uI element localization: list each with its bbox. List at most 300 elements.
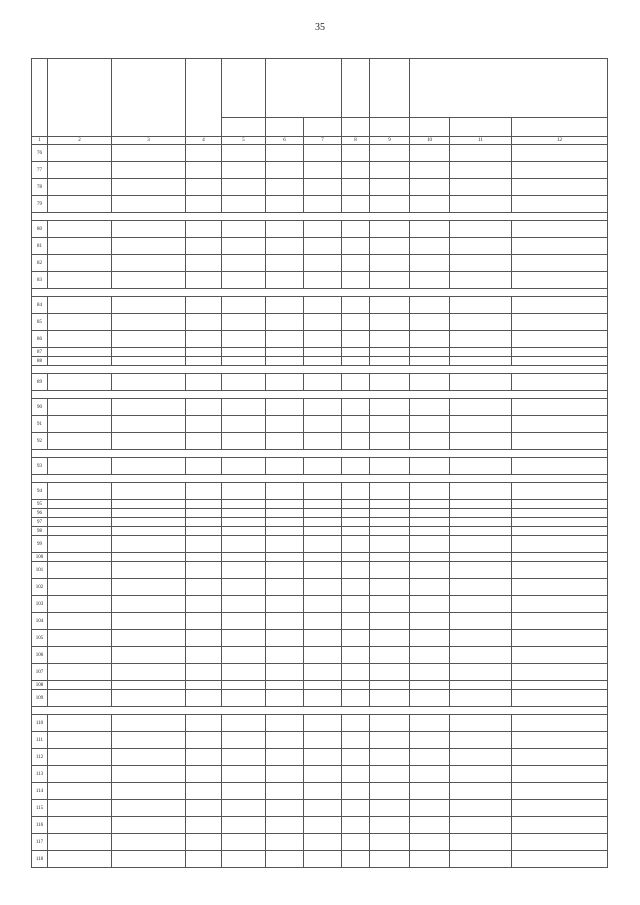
row-number: 115 — [32, 800, 48, 817]
section-row — [32, 289, 608, 297]
table-cell — [186, 647, 222, 664]
table-cell — [112, 518, 186, 527]
table-cell — [222, 690, 266, 707]
table-cell — [370, 681, 410, 690]
row-number: 85 — [32, 314, 48, 331]
row-number: 97 — [32, 518, 48, 527]
row-number: 113 — [32, 766, 48, 783]
table-cell — [112, 179, 186, 196]
table-cell — [266, 800, 304, 817]
table-cell — [266, 238, 304, 255]
table-cell — [112, 579, 186, 596]
table-cell — [304, 562, 342, 579]
table-cell — [186, 766, 222, 783]
table-cell — [186, 664, 222, 681]
table-cell — [112, 527, 186, 536]
table-cell — [48, 314, 112, 331]
table-row — [32, 145, 608, 162]
row-number: 112 — [32, 749, 48, 766]
row-number: 107 — [32, 664, 48, 681]
table-cell — [186, 374, 222, 391]
table-cell — [222, 297, 266, 314]
table-cell — [304, 518, 342, 527]
table-cell — [370, 817, 410, 834]
page-number: 35 — [315, 22, 325, 33]
table-cell — [342, 664, 370, 681]
table-cell — [342, 483, 370, 500]
table-cell — [410, 817, 450, 834]
table-cell — [222, 527, 266, 536]
table-cell — [112, 162, 186, 179]
table-cell — [512, 179, 608, 196]
table-cell — [512, 851, 608, 868]
table-cell — [342, 162, 370, 179]
row-number: 76 — [32, 145, 48, 162]
table-cell — [222, 399, 266, 416]
table-cell — [112, 314, 186, 331]
table-cell — [222, 509, 266, 518]
table-cell — [266, 314, 304, 331]
table-cell — [450, 272, 512, 289]
row-number: 94 — [32, 483, 48, 500]
table-cell — [112, 834, 186, 851]
table-cell — [370, 297, 410, 314]
table-cell — [186, 399, 222, 416]
table-cell — [266, 145, 304, 162]
table-cell — [450, 357, 512, 366]
table-cell — [48, 732, 112, 749]
table-cell — [512, 613, 608, 630]
table-cell — [450, 509, 512, 518]
table-cell — [266, 715, 304, 732]
table-cell — [304, 238, 342, 255]
table-cell — [112, 221, 186, 238]
row-number: 80 — [32, 221, 48, 238]
table-cell — [410, 749, 450, 766]
table-cell — [266, 458, 304, 475]
table-cell — [450, 348, 512, 357]
table-cell — [342, 297, 370, 314]
table-row — [32, 732, 608, 749]
table-cell — [186, 562, 222, 579]
table-cell — [266, 433, 304, 450]
table-cell — [370, 715, 410, 732]
table-cell — [222, 179, 266, 196]
table-row — [32, 613, 608, 630]
table-cell — [112, 500, 186, 509]
table-cell — [450, 314, 512, 331]
table-row — [32, 272, 608, 289]
row-number: 100 — [32, 553, 48, 562]
table-cell — [512, 553, 608, 562]
table-row — [32, 647, 608, 664]
table-cell — [450, 749, 512, 766]
table-cell — [266, 613, 304, 630]
table-cell — [410, 536, 450, 553]
table-cell — [186, 800, 222, 817]
table-cell — [512, 145, 608, 162]
table-cell — [48, 433, 112, 450]
table-cell — [186, 196, 222, 213]
table-cell — [186, 536, 222, 553]
table-cell — [342, 458, 370, 475]
table-cell — [222, 196, 266, 213]
table-cell — [410, 348, 450, 357]
table-cell — [48, 749, 112, 766]
row-number: 82 — [32, 255, 48, 272]
table-cell — [342, 553, 370, 562]
table-cell — [450, 800, 512, 817]
table-cell — [512, 647, 608, 664]
table-cell — [48, 162, 112, 179]
table-cell — [450, 766, 512, 783]
table-cell — [304, 690, 342, 707]
table-cell — [304, 536, 342, 553]
table-cell — [222, 331, 266, 348]
table-cell — [450, 851, 512, 868]
table-cell — [370, 509, 410, 518]
table-cell — [112, 749, 186, 766]
table-cell — [450, 783, 512, 800]
table-cell — [112, 348, 186, 357]
table-cell — [342, 715, 370, 732]
table-cell — [48, 681, 112, 690]
table-cell — [304, 553, 342, 562]
table-cell — [370, 162, 410, 179]
table-cell — [410, 766, 450, 783]
table-cell — [186, 272, 222, 289]
table-cell — [512, 196, 608, 213]
row-number: 90 — [32, 399, 48, 416]
table-cell — [512, 433, 608, 450]
table-cell — [222, 314, 266, 331]
row-number: 87 — [32, 348, 48, 357]
table-row — [32, 527, 608, 536]
table-cell — [112, 357, 186, 366]
table-cell — [266, 221, 304, 238]
table-cell — [48, 331, 112, 348]
table-cell — [370, 348, 410, 357]
table-cell — [48, 458, 112, 475]
table-cell — [450, 374, 512, 391]
table-cell — [266, 416, 304, 433]
table-cell — [304, 527, 342, 536]
table-cell — [112, 433, 186, 450]
table-cell — [112, 297, 186, 314]
table-cell — [222, 357, 266, 366]
row-number: 101 — [32, 562, 48, 579]
table-cell — [370, 483, 410, 500]
row-number: 86 — [32, 331, 48, 348]
table-cell — [186, 162, 222, 179]
table-cell — [512, 681, 608, 690]
table-cell — [450, 536, 512, 553]
table-row — [32, 416, 608, 433]
table-cell — [342, 630, 370, 647]
table-cell — [342, 374, 370, 391]
header-cell — [222, 59, 266, 118]
column-number: 5 — [222, 137, 266, 145]
table-row — [32, 766, 608, 783]
table-cell — [48, 562, 112, 579]
table-cell — [186, 433, 222, 450]
section-title — [32, 707, 608, 715]
table-cell — [370, 647, 410, 664]
table-cell — [222, 272, 266, 289]
header-cell — [410, 59, 608, 118]
table-cell — [48, 518, 112, 527]
table-cell — [512, 690, 608, 707]
row-number: 83 — [32, 272, 48, 289]
table-cell — [450, 732, 512, 749]
table-cell — [304, 221, 342, 238]
table-cell — [112, 238, 186, 255]
table-cell — [112, 630, 186, 647]
table-cell — [266, 255, 304, 272]
table-cell — [304, 715, 342, 732]
table-cell — [48, 272, 112, 289]
table-cell — [304, 647, 342, 664]
table-cell — [342, 527, 370, 536]
table-cell — [304, 255, 342, 272]
table-cell — [512, 162, 608, 179]
table-row — [32, 458, 608, 475]
table-cell — [48, 357, 112, 366]
table-cell — [266, 297, 304, 314]
housing-registry-table — [31, 58, 608, 868]
table-row — [32, 630, 608, 647]
table-cell — [370, 749, 410, 766]
table-cell — [112, 681, 186, 690]
table-cell — [112, 732, 186, 749]
table-cell — [266, 749, 304, 766]
table-cell — [370, 553, 410, 562]
table-cell — [186, 579, 222, 596]
row-number: 116 — [32, 817, 48, 834]
table-row — [32, 536, 608, 553]
table-row — [32, 483, 608, 500]
table-cell — [342, 272, 370, 289]
table-cell — [186, 527, 222, 536]
table-cell — [410, 196, 450, 213]
table-cell — [512, 518, 608, 527]
table-cell — [370, 783, 410, 800]
table-cell — [342, 518, 370, 527]
table-cell — [266, 500, 304, 509]
table-cell — [48, 500, 112, 509]
table-cell — [186, 596, 222, 613]
row-number: 109 — [32, 690, 48, 707]
section-title — [32, 475, 608, 483]
table-cell — [266, 162, 304, 179]
table-cell — [410, 272, 450, 289]
table-cell — [304, 834, 342, 851]
table-cell — [370, 458, 410, 475]
table-cell — [410, 664, 450, 681]
table-cell — [342, 238, 370, 255]
table-cell — [342, 221, 370, 238]
table-cell — [370, 314, 410, 331]
table-cell — [266, 647, 304, 664]
table-cell — [222, 749, 266, 766]
table-row — [32, 749, 608, 766]
section-row — [32, 391, 608, 399]
table-cell — [370, 145, 410, 162]
table-cell — [342, 562, 370, 579]
table-row — [32, 681, 608, 690]
header-cell — [304, 118, 342, 137]
table-cell — [266, 553, 304, 562]
table-cell — [112, 715, 186, 732]
table-cell — [186, 179, 222, 196]
table-row — [32, 297, 608, 314]
table-cell — [222, 562, 266, 579]
table-row — [32, 664, 608, 681]
table-cell — [112, 536, 186, 553]
header-cell — [112, 59, 186, 137]
row-number: 93 — [32, 458, 48, 475]
table-row — [32, 834, 608, 851]
table-cell — [410, 579, 450, 596]
table-cell — [450, 834, 512, 851]
table-cell — [410, 255, 450, 272]
table-cell — [450, 196, 512, 213]
table-cell — [304, 732, 342, 749]
table-cell — [48, 851, 112, 868]
table-cell — [410, 357, 450, 366]
table-cell — [112, 553, 186, 562]
table-cell — [450, 483, 512, 500]
table-cell — [342, 348, 370, 357]
row-number: 114 — [32, 783, 48, 800]
table-cell — [410, 613, 450, 630]
table-cell — [450, 145, 512, 162]
table-cell — [370, 500, 410, 509]
table-cell — [512, 817, 608, 834]
table-cell — [186, 518, 222, 527]
column-number: 12 — [512, 137, 608, 145]
table-cell — [370, 433, 410, 450]
table-cell — [266, 732, 304, 749]
table-cell — [266, 509, 304, 518]
table-cell — [450, 579, 512, 596]
table-cell — [266, 596, 304, 613]
table-cell — [186, 255, 222, 272]
section-row — [32, 707, 608, 715]
table-cell — [370, 357, 410, 366]
table-cell — [370, 596, 410, 613]
table-cell — [450, 630, 512, 647]
table-cell — [410, 162, 450, 179]
table-cell — [342, 416, 370, 433]
table-cell — [186, 145, 222, 162]
table-cell — [450, 255, 512, 272]
header-cell — [222, 118, 266, 137]
table-cell — [222, 817, 266, 834]
row-number: 104 — [32, 613, 48, 630]
row-number: 88 — [32, 357, 48, 366]
table-cell — [410, 399, 450, 416]
table-cell — [304, 272, 342, 289]
table-cell — [410, 179, 450, 196]
table-cell — [410, 834, 450, 851]
table-cell — [304, 749, 342, 766]
table-cell — [410, 681, 450, 690]
table-cell — [512, 783, 608, 800]
table-cell — [48, 238, 112, 255]
table-cell — [370, 664, 410, 681]
table-cell — [112, 766, 186, 783]
table-cell — [266, 690, 304, 707]
row-number: 102 — [32, 579, 48, 596]
header-cell — [342, 59, 370, 118]
table-cell — [186, 483, 222, 500]
table-cell — [450, 500, 512, 509]
table-cell — [266, 562, 304, 579]
table-cell — [342, 647, 370, 664]
header-cell — [48, 59, 112, 137]
table-cell — [410, 732, 450, 749]
table-cell — [304, 458, 342, 475]
table-row — [32, 509, 608, 518]
table-cell — [410, 647, 450, 664]
table-cell — [266, 851, 304, 868]
section-title — [32, 366, 608, 374]
table-row — [32, 500, 608, 509]
table-cell — [48, 715, 112, 732]
table-cell — [48, 596, 112, 613]
table-cell — [222, 579, 266, 596]
table-cell — [370, 374, 410, 391]
column-number: 3 — [112, 137, 186, 145]
row-number: 78 — [32, 179, 48, 196]
table-cell — [112, 613, 186, 630]
table-row — [32, 562, 608, 579]
table-cell — [304, 196, 342, 213]
table-cell — [342, 579, 370, 596]
table-cell — [410, 630, 450, 647]
table-row — [32, 196, 608, 213]
table-cell — [410, 221, 450, 238]
table-cell — [450, 238, 512, 255]
table-cell — [370, 579, 410, 596]
table-cell — [112, 596, 186, 613]
table-cell — [112, 690, 186, 707]
table-cell — [222, 834, 266, 851]
table-cell — [222, 800, 266, 817]
table-cell — [342, 596, 370, 613]
table-cell — [370, 416, 410, 433]
table-cell — [112, 331, 186, 348]
table-cell — [410, 715, 450, 732]
row-number: 84 — [32, 297, 48, 314]
row-number: 99 — [32, 536, 48, 553]
table-cell — [450, 179, 512, 196]
table-cell — [112, 647, 186, 664]
table-cell — [370, 179, 410, 196]
table-row — [32, 783, 608, 800]
table-cell — [48, 647, 112, 664]
table-body — [32, 145, 608, 868]
header-cell — [370, 118, 410, 137]
table-cell — [112, 851, 186, 868]
table-cell — [222, 715, 266, 732]
table-cell — [112, 145, 186, 162]
table-cell — [186, 458, 222, 475]
column-number: 1 — [32, 137, 48, 145]
table-cell — [342, 766, 370, 783]
table-cell — [450, 458, 512, 475]
